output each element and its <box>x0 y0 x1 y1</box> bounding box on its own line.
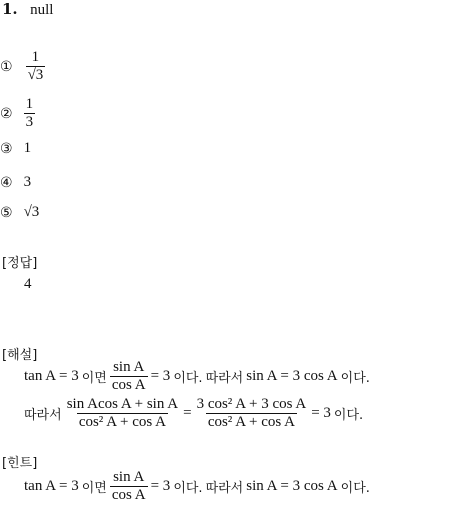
choice-marker: ① <box>0 58 13 75</box>
hint-label: [힌트] <box>2 456 38 471</box>
fraction <box>65 397 180 431</box>
korean-text: 이다. <box>333 408 364 424</box>
question-number: 1. <box>2 0 18 18</box>
korean-text: 이면 <box>81 371 107 387</box>
math-expression: sin A = 3 cos A <box>246 478 338 495</box>
fraction-denominator: cos² A + cos A <box>207 413 295 430</box>
math-expression: sin A = 3 cos A <box>246 368 338 385</box>
math-expression: tan A = 3 <box>24 368 79 385</box>
choice-3[interactable] <box>0 140 31 157</box>
fraction-denominator: cos² A + cos A <box>78 413 166 430</box>
choice-value: 3 <box>23 174 32 190</box>
korean-text: 따라서 <box>24 408 62 424</box>
choice-value: 1 <box>23 140 32 156</box>
answer-label: [정답] <box>2 256 38 271</box>
math-expression: = 3 <box>150 478 171 495</box>
choice-marker: ⑤ <box>0 204 13 221</box>
fraction-denominator: √3 <box>27 66 44 83</box>
choice-5[interactable] <box>0 204 39 221</box>
korean-text: 이다. <box>173 481 203 497</box>
choice-marker: ② <box>0 105 13 122</box>
choice-2[interactable] <box>0 97 35 131</box>
fraction <box>110 360 148 394</box>
math-expression: = 3 <box>311 405 331 422</box>
korean-text: 이다. <box>340 371 370 387</box>
explanation-line-1 <box>24 360 370 394</box>
fraction <box>110 470 148 504</box>
korean-text: 따라서 <box>205 371 244 387</box>
fraction-denominator: cos A <box>111 486 146 503</box>
korean-text: 이다. <box>173 371 203 387</box>
choice-fraction <box>26 50 46 84</box>
fraction-numerator: sin Acos A + sin A <box>66 396 179 412</box>
fraction-denominator: cos A <box>111 376 146 393</box>
fraction-numerator: 1 <box>31 49 40 65</box>
korean-text: 따라서 <box>205 481 244 497</box>
choice-marker: ④ <box>0 174 13 191</box>
korean-text: 이다. <box>340 481 370 497</box>
hint-line-1 <box>24 470 370 504</box>
choice-1[interactable] <box>0 50 45 84</box>
question-header <box>2 0 53 19</box>
choice-fraction <box>24 97 36 131</box>
korean-text: 이면 <box>81 481 107 497</box>
fraction-denominator: 3 <box>25 113 34 130</box>
question-text: null <box>30 2 54 18</box>
choice-4[interactable] <box>0 174 31 191</box>
explanation-label: [해설] <box>2 348 38 363</box>
fraction-numerator: 1 <box>25 96 34 112</box>
fraction-numerator: sin A <box>113 359 145 375</box>
math-expression: tan A = 3 <box>24 478 79 495</box>
fraction-numerator: 3 cos² A + 3 cos A <box>196 396 307 412</box>
fraction <box>195 397 309 431</box>
explanation-line-2 <box>24 397 363 431</box>
math-expression: = 3 <box>150 368 171 385</box>
math-expression: = <box>183 405 192 422</box>
answer-value: 4 <box>24 276 32 292</box>
choice-value: √3 <box>23 204 40 220</box>
choice-marker: ③ <box>0 140 13 157</box>
fraction-numerator: sin A <box>113 469 145 485</box>
